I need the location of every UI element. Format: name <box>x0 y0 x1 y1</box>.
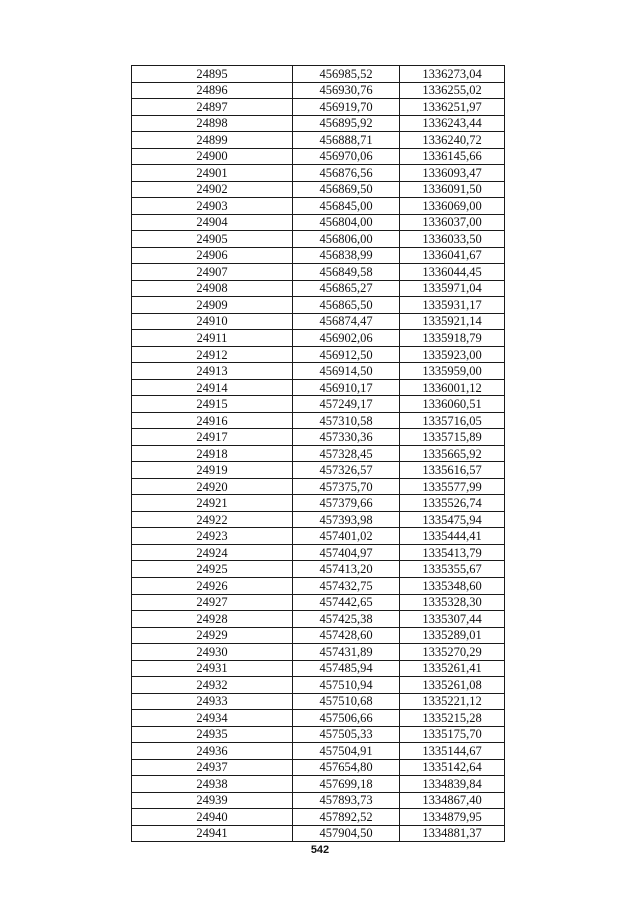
point-number-cell: 24922 <box>132 511 293 528</box>
y-coordinate-cell: 1336093,47 <box>400 165 505 182</box>
x-coordinate-cell: 456930,76 <box>293 82 400 99</box>
y-coordinate-cell: 1336091,50 <box>400 181 505 198</box>
y-coordinate-cell: 1335142,64 <box>400 759 505 776</box>
point-number-cell: 24898 <box>132 115 293 132</box>
point-number-cell: 24904 <box>132 214 293 231</box>
table-row <box>132 611 505 628</box>
x-coordinate-cell: 457510,68 <box>293 693 400 710</box>
point-number-cell: 24917 <box>132 429 293 446</box>
table-row <box>132 396 505 413</box>
x-coordinate-cell: 457249,17 <box>293 396 400 413</box>
table-row <box>132 214 505 231</box>
x-coordinate-cell: 457393,98 <box>293 511 400 528</box>
y-coordinate-cell: 1334839,84 <box>400 776 505 793</box>
x-coordinate-cell: 457404,97 <box>293 544 400 561</box>
x-coordinate-cell: 456804,00 <box>293 214 400 231</box>
x-coordinate-cell: 456895,92 <box>293 115 400 132</box>
y-coordinate-cell: 1335931,17 <box>400 297 505 314</box>
y-coordinate-cell: 1335716,05 <box>400 412 505 429</box>
table-row <box>132 693 505 710</box>
y-coordinate-cell: 1336255,02 <box>400 82 505 99</box>
point-number-cell: 24915 <box>132 396 293 413</box>
point-number-cell: 24927 <box>132 594 293 611</box>
y-coordinate-cell: 1335475,94 <box>400 511 505 528</box>
y-coordinate-cell: 1336251,97 <box>400 99 505 116</box>
y-coordinate-cell: 1334881,37 <box>400 825 505 842</box>
table-row <box>132 346 505 363</box>
point-number-cell: 24921 <box>132 495 293 512</box>
point-number-cell: 24901 <box>132 165 293 182</box>
table-row <box>132 330 505 347</box>
y-coordinate-cell: 1335918,79 <box>400 330 505 347</box>
table-row <box>132 181 505 198</box>
y-coordinate-cell: 1336273,04 <box>400 66 505 83</box>
point-number-cell: 24899 <box>132 132 293 149</box>
point-number-cell: 24900 <box>132 148 293 165</box>
x-coordinate-cell: 456849,58 <box>293 264 400 281</box>
x-coordinate-cell: 457326,57 <box>293 462 400 479</box>
point-number-cell: 24902 <box>132 181 293 198</box>
y-coordinate-cell: 1334879,95 <box>400 809 505 826</box>
point-number-cell: 24914 <box>132 379 293 396</box>
y-coordinate-cell: 1335261,41 <box>400 660 505 677</box>
table-row <box>132 594 505 611</box>
y-coordinate-cell: 1336001,12 <box>400 379 505 396</box>
x-coordinate-cell: 456888,71 <box>293 132 400 149</box>
table-row <box>132 743 505 760</box>
y-coordinate-cell: 1335215,28 <box>400 710 505 727</box>
point-number-cell: 24929 <box>132 627 293 644</box>
y-coordinate-cell: 1335307,44 <box>400 611 505 628</box>
x-coordinate-cell: 456876,56 <box>293 165 400 182</box>
point-number-cell: 24895 <box>132 66 293 83</box>
x-coordinate-cell: 457510,94 <box>293 677 400 694</box>
point-number-cell: 24916 <box>132 412 293 429</box>
x-coordinate-cell: 457375,70 <box>293 478 400 495</box>
x-coordinate-cell: 456902,06 <box>293 330 400 347</box>
point-number-cell: 24918 <box>132 445 293 462</box>
y-coordinate-cell: 1335348,60 <box>400 577 505 594</box>
x-coordinate-cell: 456985,52 <box>293 66 400 83</box>
point-number-cell: 24897 <box>132 99 293 116</box>
x-coordinate-cell: 457401,02 <box>293 528 400 545</box>
x-coordinate-cell: 457431,89 <box>293 644 400 661</box>
x-coordinate-cell: 457425,38 <box>293 611 400 628</box>
table-row <box>132 677 505 694</box>
point-number-cell: 24924 <box>132 544 293 561</box>
table-row <box>132 148 505 165</box>
y-coordinate-cell: 1335289,01 <box>400 627 505 644</box>
y-coordinate-cell: 1335665,92 <box>400 445 505 462</box>
y-coordinate-cell: 1336145,66 <box>400 148 505 165</box>
table-row <box>132 544 505 561</box>
page-number: 542 <box>310 844 330 856</box>
point-number-cell: 24920 <box>132 478 293 495</box>
x-coordinate-cell: 457485,94 <box>293 660 400 677</box>
x-coordinate-cell: 456865,27 <box>293 280 400 297</box>
x-coordinate-cell: 457442,65 <box>293 594 400 611</box>
y-coordinate-cell: 1335444,41 <box>400 528 505 545</box>
x-coordinate-cell: 457310,58 <box>293 412 400 429</box>
point-number-cell: 24912 <box>132 346 293 363</box>
point-number-cell: 24938 <box>132 776 293 793</box>
y-coordinate-cell: 1335616,57 <box>400 462 505 479</box>
point-number-cell: 24903 <box>132 198 293 215</box>
table-row <box>132 363 505 380</box>
y-coordinate-cell: 1335971,04 <box>400 280 505 297</box>
x-coordinate-cell: 456865,50 <box>293 297 400 314</box>
x-coordinate-cell: 456845,00 <box>293 198 400 215</box>
table-row <box>132 280 505 297</box>
y-coordinate-cell: 1335923,00 <box>400 346 505 363</box>
point-number-cell: 24930 <box>132 644 293 661</box>
table-row <box>132 528 505 545</box>
x-coordinate-cell: 457504,91 <box>293 743 400 760</box>
point-number-cell: 24925 <box>132 561 293 578</box>
point-number-cell: 24937 <box>132 759 293 776</box>
y-coordinate-cell: 1336044,45 <box>400 264 505 281</box>
x-coordinate-cell: 457413,20 <box>293 561 400 578</box>
point-number-cell: 24935 <box>132 726 293 743</box>
y-coordinate-cell: 1335959,00 <box>400 363 505 380</box>
table-row <box>132 478 505 495</box>
table-row <box>132 247 505 264</box>
point-number-cell: 24923 <box>132 528 293 545</box>
y-coordinate-cell: 1335526,74 <box>400 495 505 512</box>
x-coordinate-cell: 456869,50 <box>293 181 400 198</box>
table-row <box>132 495 505 512</box>
point-number-cell: 24932 <box>132 677 293 694</box>
point-number-cell: 24896 <box>132 82 293 99</box>
table-row <box>132 511 505 528</box>
table-row <box>132 132 505 149</box>
x-coordinate-cell: 456910,17 <box>293 379 400 396</box>
point-number-cell: 24908 <box>132 280 293 297</box>
y-coordinate-cell: 1336041,67 <box>400 247 505 264</box>
point-number-cell: 24936 <box>132 743 293 760</box>
x-coordinate-cell: 457699,18 <box>293 776 400 793</box>
table-row <box>132 726 505 743</box>
table-row <box>132 759 505 776</box>
table-row <box>132 660 505 677</box>
table-row <box>132 825 505 842</box>
y-coordinate-cell: 1335921,14 <box>400 313 505 330</box>
table-row <box>132 297 505 314</box>
x-coordinate-cell: 456912,50 <box>293 346 400 363</box>
table-row <box>132 462 505 479</box>
point-number-cell: 24941 <box>132 825 293 842</box>
point-number-cell: 24907 <box>132 264 293 281</box>
x-coordinate-cell: 457428,60 <box>293 627 400 644</box>
table-row <box>132 379 505 396</box>
point-number-cell: 24911 <box>132 330 293 347</box>
x-coordinate-cell: 457379,66 <box>293 495 400 512</box>
y-coordinate-cell: 1335261,08 <box>400 677 505 694</box>
table-row <box>132 710 505 727</box>
table-row <box>132 231 505 248</box>
y-coordinate-cell: 1336243,44 <box>400 115 505 132</box>
table-row <box>132 313 505 330</box>
table-row <box>132 66 505 83</box>
table-row <box>132 644 505 661</box>
table-row <box>132 429 505 446</box>
point-number-cell: 24909 <box>132 297 293 314</box>
table-row <box>132 82 505 99</box>
x-coordinate-cell: 457892,52 <box>293 809 400 826</box>
x-coordinate-cell: 457654,80 <box>293 759 400 776</box>
y-coordinate-cell: 1335221,12 <box>400 693 505 710</box>
table-row <box>132 165 505 182</box>
y-coordinate-cell: 1335175,70 <box>400 726 505 743</box>
point-number-cell: 24940 <box>132 809 293 826</box>
table-row <box>132 198 505 215</box>
x-coordinate-cell: 457505,33 <box>293 726 400 743</box>
point-number-cell: 24905 <box>132 231 293 248</box>
x-coordinate-cell: 457506,66 <box>293 710 400 727</box>
y-coordinate-cell: 1336060,51 <box>400 396 505 413</box>
table-row <box>132 627 505 644</box>
x-coordinate-cell: 457328,45 <box>293 445 400 462</box>
table-row <box>132 809 505 826</box>
table-row <box>132 412 505 429</box>
point-number-cell: 24906 <box>132 247 293 264</box>
x-coordinate-cell: 456919,70 <box>293 99 400 116</box>
table-row <box>132 115 505 132</box>
x-coordinate-cell: 456874,47 <box>293 313 400 330</box>
table-row <box>132 264 505 281</box>
point-number-cell: 24931 <box>132 660 293 677</box>
point-number-cell: 24926 <box>132 577 293 594</box>
x-coordinate-cell: 456806,00 <box>293 231 400 248</box>
y-coordinate-cell: 1336033,50 <box>400 231 505 248</box>
x-coordinate-cell: 456914,50 <box>293 363 400 380</box>
table-row <box>132 792 505 809</box>
y-coordinate-cell: 1335144,67 <box>400 743 505 760</box>
y-coordinate-cell: 1335270,29 <box>400 644 505 661</box>
y-coordinate-cell: 1335328,30 <box>400 594 505 611</box>
table-row <box>132 99 505 116</box>
point-number-cell: 24919 <box>132 462 293 479</box>
point-number-cell: 24934 <box>132 710 293 727</box>
y-coordinate-cell: 1335355,67 <box>400 561 505 578</box>
x-coordinate-cell: 456838,99 <box>293 247 400 264</box>
y-coordinate-cell: 1336240,72 <box>400 132 505 149</box>
coordinates-table <box>131 65 505 842</box>
y-coordinate-cell: 1335413,79 <box>400 544 505 561</box>
table-row <box>132 445 505 462</box>
y-coordinate-cell: 1335715,89 <box>400 429 505 446</box>
x-coordinate-cell: 457432,75 <box>293 577 400 594</box>
table-row <box>132 561 505 578</box>
table-row <box>132 577 505 594</box>
x-coordinate-cell: 456970,06 <box>293 148 400 165</box>
point-number-cell: 24913 <box>132 363 293 380</box>
x-coordinate-cell: 457904,50 <box>293 825 400 842</box>
y-coordinate-cell: 1336037,00 <box>400 214 505 231</box>
point-number-cell: 24933 <box>132 693 293 710</box>
y-coordinate-cell: 1334867,40 <box>400 792 505 809</box>
y-coordinate-cell: 1335577,99 <box>400 478 505 495</box>
x-coordinate-cell: 457330,36 <box>293 429 400 446</box>
point-number-cell: 24910 <box>132 313 293 330</box>
point-number-cell: 24928 <box>132 611 293 628</box>
point-number-cell: 24939 <box>132 792 293 809</box>
x-coordinate-cell: 457893,73 <box>293 792 400 809</box>
table-row <box>132 776 505 793</box>
coordinates-table-body <box>132 66 505 842</box>
y-coordinate-cell: 1336069,00 <box>400 198 505 215</box>
